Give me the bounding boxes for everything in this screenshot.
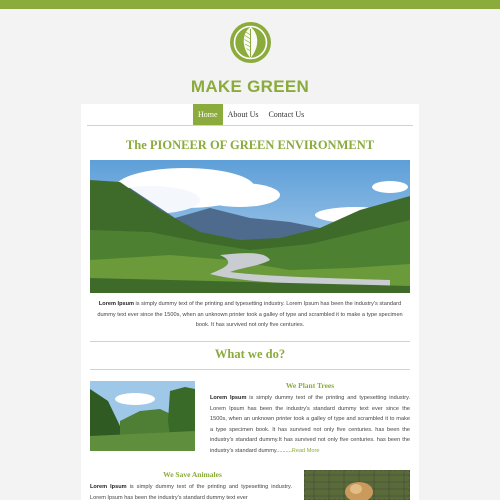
intro-bold: Lorem Ipsum [98, 301, 134, 307]
service-title: We Plant Trees [285, 381, 335, 390]
dog-photo [304, 470, 410, 500]
mountain-valley-photo [90, 160, 410, 293]
section-title: What we do? [214, 347, 286, 361]
section-divider [90, 369, 410, 370]
service-text-bold: Lorem Ipsum [210, 395, 247, 401]
main-nav [193, 104, 309, 125]
nav-divider [87, 125, 413, 126]
service-text-body: is simply dummy text of the printing and typesetting industry. Lorem Ipsum has been the industry's standard dummy text ever since the 1500s, when an unknown printer took a galley of type and scrambled it to make a type specimen book. It has survived not only five centuries. has been the industry's standard dummy.It has survived not only five centuries. has been the industry's standard dummy.......... [210, 395, 411, 454]
logo[interactable] [230, 22, 271, 63]
service-text-body: is simply dummy text of the printing and typesetting industry. Lorem Ipsum has been the industry's standard dummy text ever [90, 484, 292, 500]
service-text [90, 482, 292, 500]
nav-about-us[interactable]: About Us [227, 110, 259, 119]
service-text [210, 393, 410, 456]
nav-home[interactable]: Home [193, 104, 223, 125]
read-more-link[interactable]: Read More [291, 447, 320, 454]
intro-body: is simply dummy text of the printing and typesetting industry. Lorem Ipsum has been the industry's standard dummy text ever since the 1500s, when an unknown printer took a galley of type and scrambled it to make a type specimen book. It has survived not only five centuries. [97, 301, 403, 328]
nav-contact-us[interactable]: Contact Us [268, 110, 305, 119]
service-text-bold: Lorem Ipsum [90, 484, 127, 490]
leaf-icon [230, 22, 271, 63]
site-title: MAKE GREEN [190, 77, 310, 96]
hero-title: The PIONEER OF GREEN ENVIRONMENT [125, 138, 375, 152]
intro-text [92, 299, 408, 331]
service-title: We Save Animales [163, 470, 222, 479]
section-divider [90, 341, 410, 342]
top-accent-bar [0, 0, 500, 9]
forest-photo [90, 381, 195, 451]
